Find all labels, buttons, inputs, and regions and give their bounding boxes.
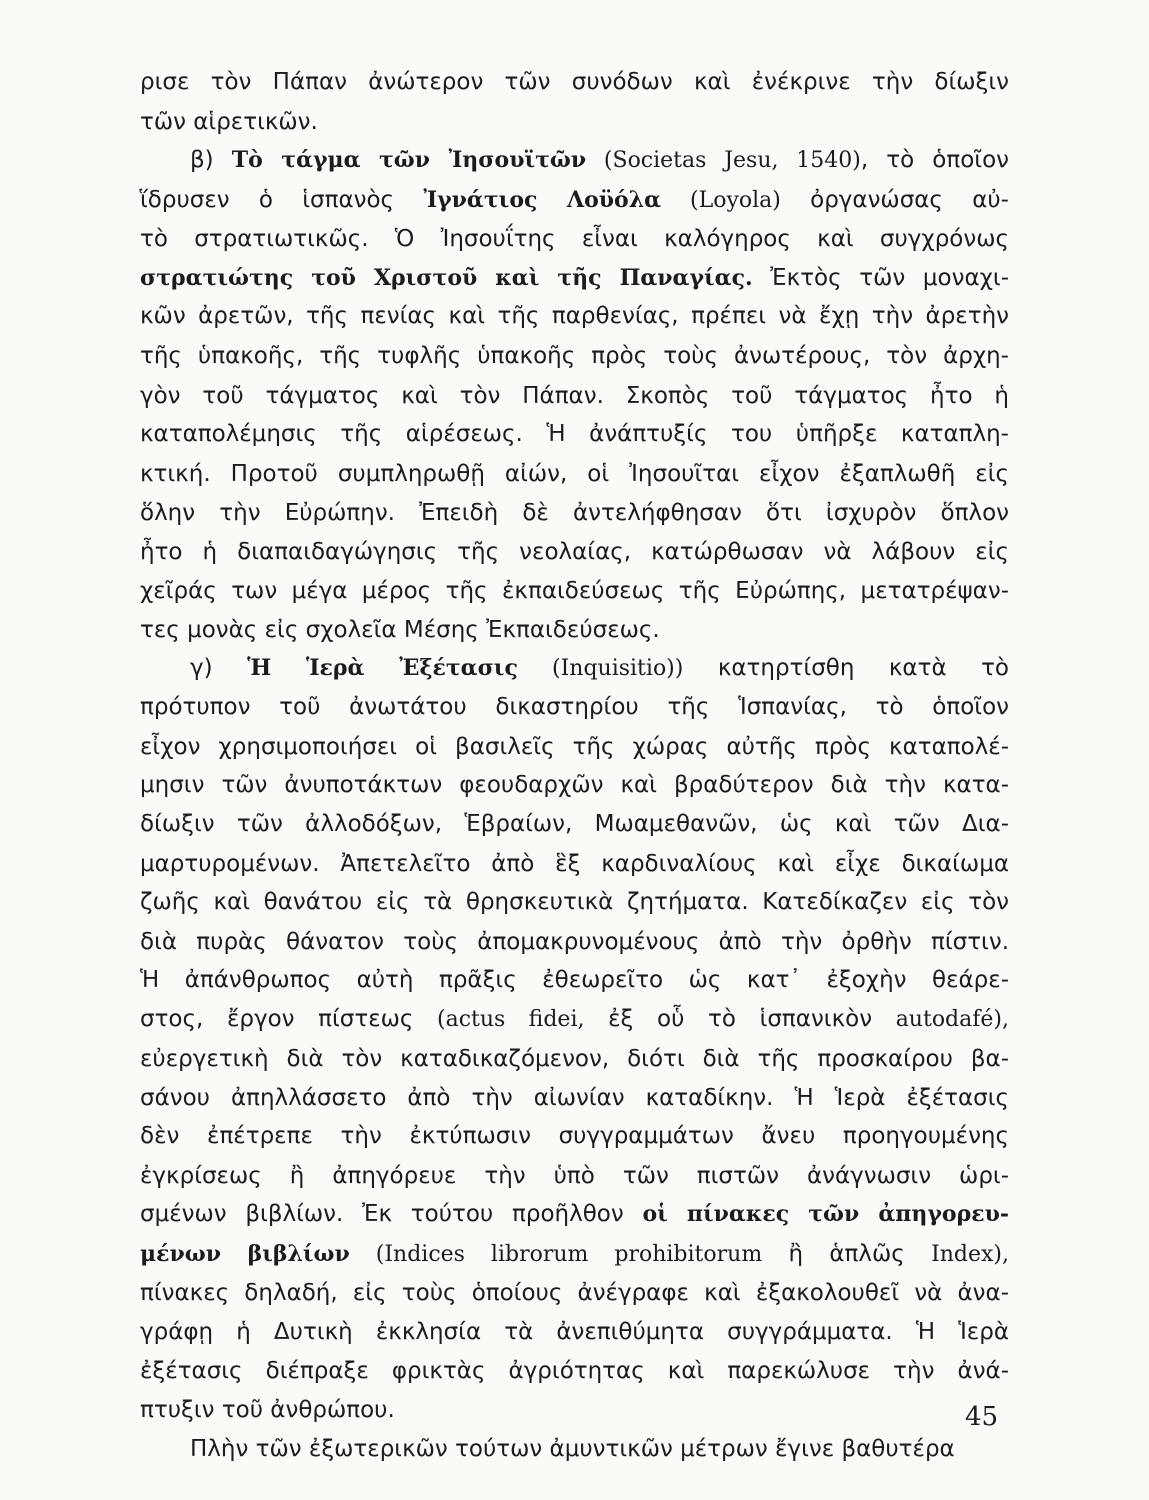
text-segment: τὸ στρατιωτικῶς. Ὁ Ἰησουΐτης εἶναι καλόγηρος καὶ συγχρόνως xyxy=(140,226,1009,252)
text-segment: ἐξ οὗ τὸ ἱσπανικὸν xyxy=(584,1006,896,1032)
text-segment: ἐξέτασις διέπραξε φρικτὰς ἀγριότητας καὶ παρεκώλυσε τὴν ἀνά- xyxy=(140,1358,1009,1384)
bold-term: οἱ πίνακες τῶν ἀπηγορευ- xyxy=(642,1201,1010,1227)
text-segment: σάνου ἀπηλλάσσετο ἀπὸ τὴν αἰωνίαν καταδίκην. Ἡ Ἱερὰ ἐξέτασις xyxy=(140,1085,1009,1111)
text-segment: πίνακες δηλαδή, εἰς τοὺς ὁποίους ἀνέγραφε καὶ ἐξακολουθεῖ νὰ ἀνα- xyxy=(140,1280,1009,1306)
page-number: 45 xyxy=(965,1402,999,1432)
text-segment: διὰ πυρὰς θάνατον τοὺς ἀπομακρυνομένους ἀπὸ τὴν ὀρθὴν πίστιν. xyxy=(140,929,1009,955)
text-segment: κῶν ἀρετῶν, τῆς πενίας καὶ τῆς παρθενίας, πρέπει νὰ ἔχῃ τὴν ἀρετὴν xyxy=(140,303,1009,329)
text-segment: (Indices librorum prohibitorum xyxy=(349,1242,763,1267)
text-line xyxy=(140,999,1009,1040)
text-segment: καταπολέμησις τῆς αἱρέσεως. Ἡ ἀνάπτυξίς του ὑπῆρξε καταπλη- xyxy=(140,421,1009,447)
text-line xyxy=(140,765,1009,805)
text-segment: γράφῃ ἡ Δυτικὴ ἐκκλησία τὰ ἀνεπιθύμητα συγγράμματα. Ἡ Ἱερὰ xyxy=(140,1319,1009,1345)
text-segment: Ἡ ἀπάνθρωπος αὐτὴ πρᾶξις ἐθεωρεῖτο ὡς κατ᾽ ἐξοχὴν θεάρε- xyxy=(140,967,1009,993)
text-segment: ἦτο ἡ διαπαιδαγώγησις τῆς νεολαίας, κατώρθωσαν νὰ λάβουν εἰς xyxy=(140,539,1009,565)
text-line xyxy=(140,258,1009,298)
text-line xyxy=(140,844,1009,884)
text-line xyxy=(140,180,1009,221)
text-line xyxy=(140,62,1009,102)
text-segment: πτυξιν τοῦ ἀνθρώπου. xyxy=(140,1397,395,1423)
text-segment: κτική. Προτοῦ συμπληρωθῇ αἰών, οἱ Ἰησουῖται εἶχον ἐξαπλωθῆ εἰς xyxy=(140,461,1009,487)
text-line xyxy=(140,1116,1009,1156)
text-segment: ὅλην τὴν Εὐρώπην. Ἐπειδὴ δὲ ἀντελήφθησαν ὅτι ἰσχυρὸν ὅπλον xyxy=(140,500,1009,526)
text-segment: σμένων βιβλίων. Ἐκ τούτου προῆλθον xyxy=(140,1201,643,1227)
text-line xyxy=(190,140,1009,181)
text-segment: ἵδρυσεν ὁ ἱσπανὸς xyxy=(140,187,424,213)
text-segment: γ) xyxy=(190,655,248,681)
bold-term: μένων βιβλίων xyxy=(140,1241,350,1267)
text-segment: , τὸ ὁποῖον xyxy=(860,147,1010,173)
text-segment: γὸν τοῦ τάγματος καὶ τὸν Πάπαν. Σκοπὸς τοῦ τάγματος ἦτο ἡ xyxy=(140,383,1009,409)
bold-term: Ἡ Ἱερὰ Ἐξέτασις xyxy=(247,655,518,681)
bold-term: Τὸ τάγμα τῶν Ἰησουϊτῶν xyxy=(231,147,587,173)
bold-term: Ἰγνάτιος Λοϋόλα xyxy=(423,187,662,213)
text-line xyxy=(140,454,1009,494)
text-line xyxy=(140,219,1009,259)
text-line xyxy=(140,610,1009,650)
text-segment: μαρτυρομένων. Ἀπετελεῖτο ἀπὸ ἓξ καρδιναλίους καὶ εἶχε δικαίωμα xyxy=(140,851,1009,877)
text-line xyxy=(190,1429,1009,1469)
text-line xyxy=(140,727,1009,767)
text-line xyxy=(140,532,1009,572)
text-segment: ὀργανώσας αὐ- xyxy=(780,187,1009,213)
text-segment: δὲν ἐπέτρεπε τὴν ἐκτύπωσιν συγγραμμάτων ἄνευ προηγουμένης xyxy=(140,1123,1009,1149)
text-line xyxy=(140,1273,1009,1313)
text-segment: κατηρτίσθη κατὰ τὸ xyxy=(683,655,1009,681)
text-segment: ἢ ἁπλῶς xyxy=(762,1241,932,1267)
text-segment: (Inquisitio)) xyxy=(517,656,684,681)
text-line xyxy=(140,102,1009,142)
text-segment: (Loyola) xyxy=(661,188,781,213)
text-segment: ρισε τὸν Πάπαν ἀνώτερον τῶν συνόδων καὶ ἐνέκρινε τὴν δίωξιν xyxy=(140,69,1009,95)
text-segment: Ἐκτὸς τῶν μοναχι- xyxy=(752,265,1009,291)
text-line xyxy=(140,960,1009,1000)
text-line xyxy=(140,1194,1009,1234)
text-segment: μησιν τῶν ἀνυποτάκτων φεουδαρχῶν καὶ βραδύτερον διὰ τὴν κατα- xyxy=(140,772,1009,798)
text-line xyxy=(140,1351,1009,1391)
text-segment: ζωῆς καὶ θανάτου εἰς τὰ θρησκευτικὰ ζητήματα. Κατεδίκαζεν εἰς τὸν xyxy=(140,889,1009,915)
text-segment: Index), xyxy=(931,1242,1010,1267)
text-segment: χεῖράς των μέγα μέρος τῆς ἐκπαιδεύσεως τῆς Εὐρώπης, μετατρέψαν- xyxy=(140,578,1009,604)
text-segment: ἐγκρίσεως ἢ ἀπηγόρευε τὴν ὑπὸ τῶν πιστῶν ἀνάγνωσιν ὡρι- xyxy=(140,1163,1009,1189)
bold-term: στρατιώτης τοῦ Χριστοῦ καὶ τῆς Παναγίας. xyxy=(140,265,753,291)
text-line xyxy=(140,882,1009,922)
text-line xyxy=(140,1156,1009,1196)
text-segment: β) xyxy=(190,147,232,173)
text-segment: (actus fidei, xyxy=(437,1007,585,1032)
text-segment: autodafé), xyxy=(895,1007,1009,1032)
text-line xyxy=(190,648,1009,689)
text-line xyxy=(140,1234,1009,1275)
text-line xyxy=(140,414,1009,454)
text-segment: τῆς ὑπακοῆς, τῆς τυφλῆς ὑπακοῆς πρὸς τοὺς ἀνωτέρους, τὸν ἀρχη- xyxy=(140,343,1009,369)
text-segment: πρότυπον τοῦ ἀνωτάτου δικαστηρίου τῆς Ἱσπανίας, τὸ ὁποῖον xyxy=(140,694,1009,720)
text-line xyxy=(140,1078,1009,1118)
text-segment: τες μονὰς εἰς σχολεῖα Μέσης Ἐκπαιδεύσεως. xyxy=(140,617,660,643)
text-line xyxy=(140,1390,1009,1430)
text-line xyxy=(140,1039,1009,1079)
text-line xyxy=(140,493,1009,533)
text-line xyxy=(140,922,1009,962)
text-line xyxy=(140,376,1009,416)
text-line xyxy=(140,296,1009,336)
text-line xyxy=(140,804,1009,844)
text-segment: (Societas Jesu, 1540) xyxy=(586,148,861,173)
text-segment: Πλὴν τῶν ἐξωτερικῶν τούτων ἀμυντικῶν μέτρων ἔγινε βαθυτέρα xyxy=(190,1436,955,1462)
text-line xyxy=(140,687,1009,727)
text-line xyxy=(140,336,1009,376)
text-segment: εἶχον χρησιμοποιήσει οἱ βασιλεῖς τῆς χώρας αὐτῆς πρὸς καταπολέ- xyxy=(140,734,1009,760)
text-segment: στος, ἔργον πίστεως xyxy=(140,1006,438,1032)
text-line xyxy=(140,571,1009,611)
text-line xyxy=(140,1312,1009,1352)
text-segment: τῶν αἱρετικῶν. xyxy=(140,109,318,135)
text-segment: δίωξιν τῶν ἀλλοδόξων, Ἑβραίων, Μωαμεθανῶν, ὡς καὶ τῶν Δια- xyxy=(140,811,1009,837)
text-segment: εὐεργετικὴ διὰ τὸν καταδικαζόμενον, διότι διὰ τῆς προσκαίρου βα- xyxy=(140,1046,1009,1072)
